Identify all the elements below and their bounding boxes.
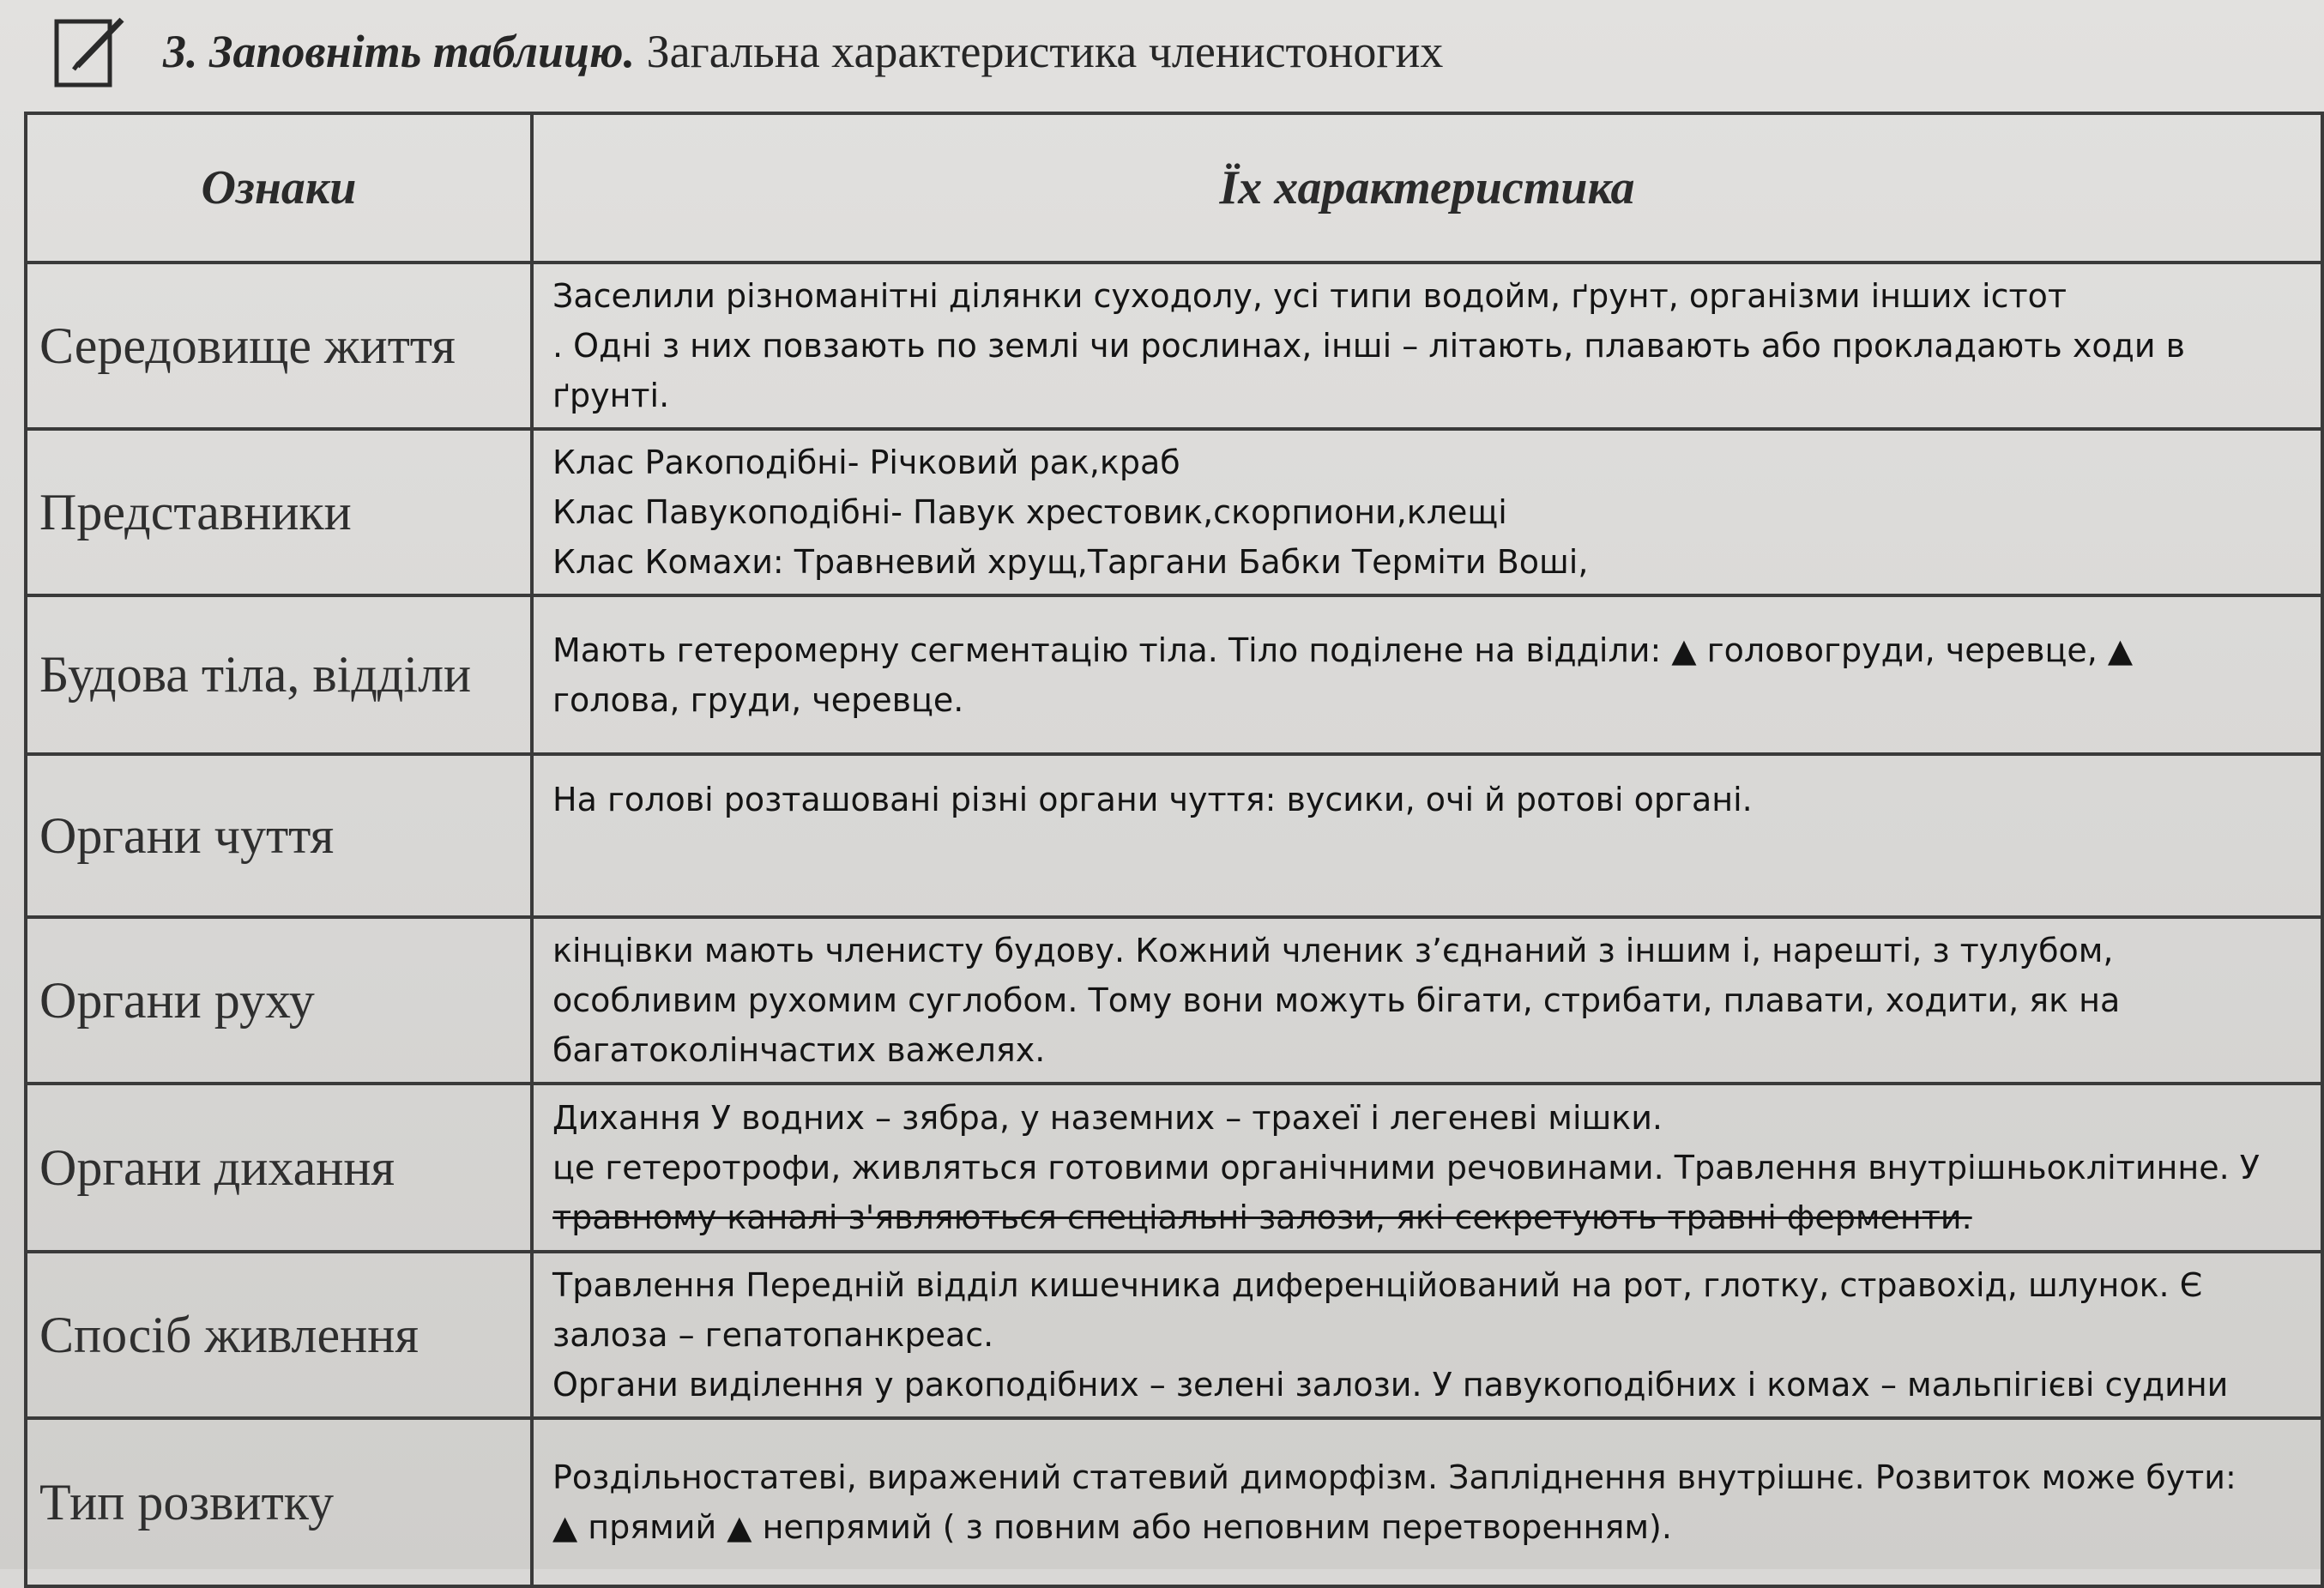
table-header-row	[26, 113, 2322, 263]
row-value	[532, 1418, 2322, 1586]
value-line: травному каналі з'являються спеціальні залози, які секретують травні ферменти.	[552, 1199, 1972, 1236]
table-row	[26, 1252, 2322, 1418]
value-line: Клас Павукоподібні- Павук хрестовик,скорпиони,клещі	[552, 493, 1507, 531]
value-line: Клас Комахи: Травневий хрущ,Таргани Бабки Терміти Воші,	[552, 543, 1589, 581]
row-sign: Спосіб живлення	[26, 1252, 532, 1418]
value-line: На голові розташовані різні органи чуття: вусики, очі й ротові органі.	[552, 781, 1753, 818]
table-row	[26, 917, 2322, 1084]
row-value	[532, 1252, 2322, 1418]
value-line: Мають гетеромерну сегментацію тіла. Тіло поділене на відділи: ▲ головогруди, черевце, ▲	[552, 631, 2134, 669]
value-line: кінцівки мають членисту будову. Кожний членик з’єднаний з іншим і, нарешті, з тулубом,	[552, 932, 2114, 969]
row-value	[532, 429, 2322, 595]
row-sign: Органи руху	[26, 917, 532, 1084]
header-signs: Ознаки	[26, 113, 532, 263]
row-sign: Тип розвитку	[26, 1418, 532, 1586]
row-sign: Органи чуття	[26, 754, 532, 917]
value-line: Роздільностатеві, виражений статевий диморфізм. Запліднення внутрішнє. Розвиток може бути:	[552, 1458, 2236, 1496]
row-value	[532, 263, 2322, 429]
row-value	[532, 754, 2322, 917]
task-title	[163, 25, 1443, 78]
value-line: багатоколінчастих важелях.	[552, 1031, 1046, 1069]
row-sign: Представники	[26, 429, 532, 595]
table-row	[26, 595, 2322, 754]
value-line: . Одні з них повзають по землі чи рослинах, інші – літають, плавають або прокладають ходи в	[552, 327, 2186, 365]
value-line: Органи виділення у ракоподібних – зелені залози. У павукоподібних і комах – мальпігієві судини	[552, 1366, 2229, 1404]
row-value	[532, 917, 2322, 1084]
value-line: Травлення Передній відділ кишечника диференційований на рот, глотку, стравохід, шлунок. Є	[552, 1266, 2203, 1304]
row-sign: Середовище життя	[26, 263, 532, 429]
table-row	[26, 263, 2322, 429]
task-header	[51, 0, 2110, 103]
row-sign: Органи дихання	[26, 1084, 532, 1252]
value-line: ґрунті.	[552, 377, 670, 414]
value-line: Дихання У водних – зябра, у наземних – трахеї і легеневі мішки.	[552, 1099, 1663, 1137]
value-line: ▲ прямий ▲ непрямий ( з повним або неповним перетворенням).	[552, 1508, 1672, 1546]
value-line: це гетеротрофи, живляться готовими органічними речовинами. Травлення внутрішньоклітинне. У	[552, 1149, 2260, 1186]
header-characteristics: Їх характеристика	[532, 113, 2322, 263]
task-subtitle: Загальна характеристика членистоногих	[646, 26, 1444, 77]
table-row	[26, 429, 2322, 595]
value-line: голова, груди, черевце.	[552, 680, 964, 719]
value-line: залоза – гепатопанкреас.	[552, 1316, 994, 1354]
row-value	[532, 1084, 2322, 1252]
value-line: Заселили різноманітні ділянки суходолу, усі типи водойм, ґрунт, організми інших істот	[552, 277, 2067, 315]
characteristics-table	[24, 112, 2324, 1588]
task-number-title: 3. Заповніть таблицю.	[163, 26, 636, 77]
table-row	[26, 1418, 2322, 1586]
value-line: Клас Ракоподібні- Річковий рак,краб	[552, 444, 1180, 481]
row-value	[532, 595, 2322, 754]
row-sign: Будова тіла, відділи	[26, 595, 532, 754]
table-row	[26, 754, 2322, 917]
notebook-pencil-icon	[51, 13, 129, 90]
table-row	[26, 1084, 2322, 1252]
value-line: особливим рухомим суглобом. Тому вони можуть бігати, стрибати, плавати, ходити, як на	[552, 981, 2121, 1019]
